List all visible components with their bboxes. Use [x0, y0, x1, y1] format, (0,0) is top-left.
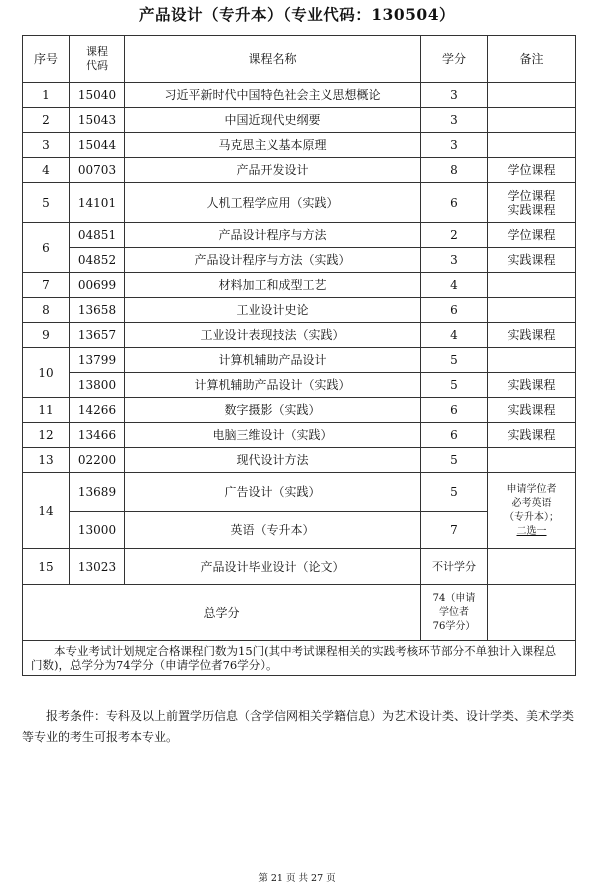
row-credits: 4: [421, 273, 488, 298]
total-value-line1: 74（申请: [432, 592, 476, 604]
row-name: 习近平新时代中国特色社会主义思想概论: [125, 83, 421, 108]
row-note-line2: 必考英语: [511, 497, 552, 509]
row-index: 10: [23, 348, 70, 398]
row-note-line3: （专升本）；: [504, 511, 559, 523]
table-row: [23, 183, 576, 223]
row-note-line1: 申请学位者: [506, 483, 557, 495]
row-index: 15: [23, 549, 70, 585]
row-name: 计算机辅助产品设计（实践）: [125, 373, 421, 398]
row-note-line2: 实践课程: [507, 202, 556, 217]
row-note: [488, 133, 576, 158]
row-name: 产品设计程序与方法（实践）: [125, 248, 421, 273]
row-credits: 7: [421, 512, 488, 549]
table-row: [23, 549, 576, 585]
row-index: 14: [23, 473, 70, 549]
total-label: 总学分: [23, 585, 421, 641]
row-name: 产品设计程序与方法: [125, 223, 421, 248]
row-note: 实践课程: [488, 398, 576, 423]
row-note: [488, 549, 576, 585]
row-credits: 5: [421, 473, 488, 512]
row-code: 13799: [70, 348, 125, 373]
course-table: [22, 35, 576, 676]
row-index: 5: [23, 183, 70, 223]
row-credits: 6: [421, 183, 488, 223]
row-credits: 5: [421, 348, 488, 373]
header-credits: 学分: [421, 36, 488, 83]
row-code: 13658: [70, 298, 125, 323]
total-note: [488, 585, 576, 641]
row-index: 7: [23, 273, 70, 298]
page-title: 产品设计（专升本）（专业代码：130504）: [139, 5, 455, 24]
row-code: 15043: [70, 108, 125, 133]
row-code: 13000: [70, 512, 125, 549]
row-credits: 6: [421, 298, 488, 323]
row-code: 13466: [70, 423, 125, 448]
row-credits: 4: [421, 323, 488, 348]
row-name: 材料加工和成型工艺: [125, 273, 421, 298]
summary-row: [23, 641, 576, 676]
total-value-line3: 76学分）: [432, 620, 476, 632]
table-row: [23, 423, 576, 448]
total-value-line2: 学位者: [439, 606, 469, 618]
row-code: 15044: [70, 133, 125, 158]
table-row: [23, 323, 576, 348]
row-code: 13689: [70, 473, 125, 512]
total-row: [23, 585, 576, 641]
row-credits: 3: [421, 83, 488, 108]
table-row: [23, 248, 576, 273]
row-code: 04852: [70, 248, 125, 273]
table-row: [23, 133, 576, 158]
row-note: [488, 108, 576, 133]
table-row: [23, 398, 576, 423]
row-name: 人机工程学应用（实践）: [125, 183, 421, 223]
row-code: 15040: [70, 83, 125, 108]
row-note: 学位课程: [488, 223, 576, 248]
table-row: [23, 223, 576, 248]
header-code: [70, 36, 125, 83]
header-index: 序号: [23, 36, 70, 83]
row-credits: 2: [421, 223, 488, 248]
row-credits: 3: [421, 108, 488, 133]
row-credits: 不计学分: [421, 549, 488, 585]
row-note: 实践课程: [488, 248, 576, 273]
table-row: [23, 448, 576, 473]
row-name: 产品开发设计: [125, 158, 421, 183]
header-code-line1: 课程: [86, 45, 108, 58]
row-index: 4: [23, 158, 70, 183]
row-note: [488, 273, 576, 298]
row-credits: 5: [421, 448, 488, 473]
row-index: 1: [23, 83, 70, 108]
row-name: 电脑三维设计（实践）: [125, 423, 421, 448]
page-footer: 第 21 页 共 27 页: [258, 873, 336, 884]
row-note: 实践课程: [488, 373, 576, 398]
row-code: 00703: [70, 158, 125, 183]
table-row: [23, 298, 576, 323]
row-index: 3: [23, 133, 70, 158]
row-credits: 8: [421, 158, 488, 183]
summary-text: 本专业考试计划规定合格课程门数为15门(其中考试课程相关的实践考核环节部分不单独计入课程总门数)，总学分为74学分（申请学位者76学分）。: [23, 641, 576, 676]
row-note: [488, 183, 576, 223]
row-index: 2: [23, 108, 70, 133]
header-code-line2: 代码: [86, 59, 108, 72]
admission-conditions: 报考条件：专科及以上前置学历信息（含学信网相关学籍信息）为艺术设计类、设计学类、美术学类等专业的考生可报考本专业。: [22, 709, 575, 744]
row-index: 11: [23, 398, 70, 423]
row-note: [488, 348, 576, 373]
row-note: [488, 448, 576, 473]
table-row: [23, 108, 576, 133]
row-credits: 6: [421, 423, 488, 448]
total-value: [421, 585, 488, 641]
row-name: 数字摄影（实践）: [125, 398, 421, 423]
header-note: 备注: [488, 36, 576, 83]
table-header-row: [23, 36, 576, 83]
row-note: [488, 83, 576, 108]
row-name: 产品设计毕业设计（论文）: [125, 549, 421, 585]
row-index: 13: [23, 448, 70, 473]
row-index: 9: [23, 323, 70, 348]
row-name: 计算机辅助产品设计: [125, 348, 421, 373]
row-credits: 6: [421, 398, 488, 423]
table-row: [23, 373, 576, 398]
row-note: [488, 298, 576, 323]
row-name: 中国近现代史纲要: [125, 108, 421, 133]
row-code: 00699: [70, 273, 125, 298]
row-code: 13800: [70, 373, 125, 398]
row-code: 13023: [70, 549, 125, 585]
table-row: [23, 273, 576, 298]
header-name: 课程名称: [125, 36, 421, 83]
row-name: 马克思主义基本原理: [125, 133, 421, 158]
row-code: 13657: [70, 323, 125, 348]
row-code: 14101: [70, 183, 125, 223]
table-row: [23, 348, 576, 373]
row-index: 8: [23, 298, 70, 323]
row-index: 6: [23, 223, 70, 273]
row-note-line4: 二选一: [516, 525, 547, 537]
row-note: 学位课程: [488, 158, 576, 183]
row-code: 14266: [70, 398, 125, 423]
table-row: [23, 83, 576, 108]
row-name: 广告设计（实践）: [125, 473, 421, 512]
row-credits: 3: [421, 133, 488, 158]
row-name: 现代设计方法: [125, 448, 421, 473]
row-code: 04851: [70, 223, 125, 248]
table-row: [23, 473, 576, 512]
row-credits: 3: [421, 248, 488, 273]
row-note: [488, 473, 576, 549]
row-index: 12: [23, 423, 70, 448]
row-note-line1: 学位课程: [507, 188, 556, 203]
row-credits: 5: [421, 373, 488, 398]
row-code: 02200: [70, 448, 125, 473]
row-note: 实践课程: [488, 423, 576, 448]
row-note: 实践课程: [488, 323, 576, 348]
row-name: 工业设计表现技法（实践）: [125, 323, 421, 348]
table-row: [23, 158, 576, 183]
row-name: 工业设计史论: [125, 298, 421, 323]
row-name: 英语（专升本）: [125, 512, 421, 549]
